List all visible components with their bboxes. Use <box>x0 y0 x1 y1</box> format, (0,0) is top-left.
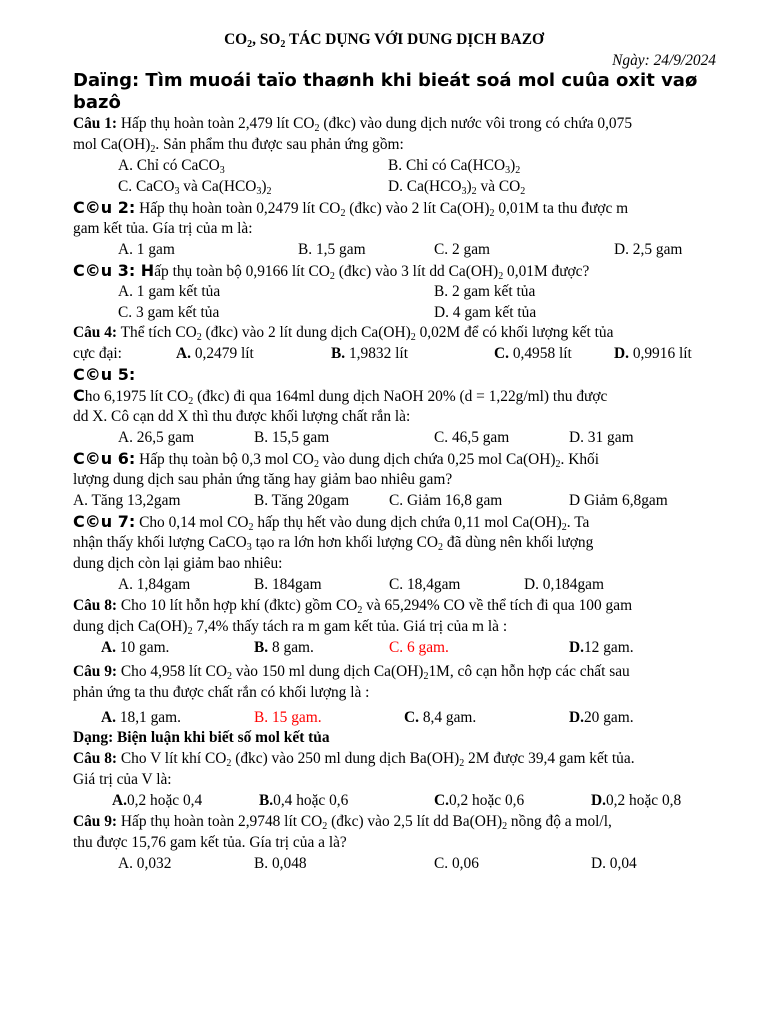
q1-option-b: B. Chỉ có $Ca(HCO_3)_2$ <box>388 157 521 176</box>
q10-option-c: C.0,2 hoặc 0,6 <box>434 792 525 809</box>
q1-option-a: A. Chỉ có CaCO$_3$ <box>118 157 225 176</box>
q1-option-d: D. $Ca(HCO_3)_2$ và $CO_2$ <box>388 178 526 197</box>
q5-option-b: B. 15,5 gam <box>254 429 330 446</box>
q11-option-b: B. 0,048 <box>254 855 307 872</box>
date-line: Ngày: 24/9/2024 <box>612 52 716 69</box>
q9-option-a: A. 18,1 gam. <box>101 709 181 726</box>
q7-option-b: B. 184gam <box>254 576 322 593</box>
question-7-line-3: dung dịch còn lại giảm bao nhiêu: <box>73 555 283 572</box>
q7-option-d: D. 0,184gam <box>524 576 604 593</box>
q9-option-d: D.20 gam. <box>569 709 634 726</box>
q11-option-a: A. 0,032 <box>118 855 172 872</box>
q8-option-a: A. 10 gam. <box>101 639 170 656</box>
q10-option-b: B.0,4 hoặc 0,6 <box>259 792 349 809</box>
q10-option-d: D.0,2 hoặc 0,8 <box>591 792 682 809</box>
q6-option-d: D Giảm 6,8gam <box>569 492 668 509</box>
q3-option-c: C. 3 gam kết tủa <box>118 304 220 321</box>
question-9-line-1: Câu 9: Cho 4,958 lít $CO_2$ vào 150 ml dung dịch $Ca(OH)_21M$, cô cạn hỗn hợp các chất sau <box>73 663 630 682</box>
question-1-line-2: mol $Ca(OH)_2$. Sản phẩm thu được sau phản ứng gồm: <box>73 136 404 155</box>
q1-option-c: C. CaCO$_3$ và $Ca(HCO_3)_2$ <box>118 178 272 197</box>
question-11-line-1: Câu 9: Hấp thụ hoàn toàn 2,9748 lít $CO_2$ (đkc) vào 2,5 lít dd $Ba(OH)_2$ nồng độ a mol/l, <box>73 813 612 832</box>
q6-option-c: C. Giảm 16,8 gam <box>389 492 503 509</box>
question-1-line-1: Câu 1: Hấp thụ hoàn toàn 2,479 lít $CO_2$ (đkc) vào dung dịch nước vôi trong có chứa 0,075 <box>73 115 633 134</box>
question-8-line-1: Câu 8: Cho 10 lít hỗn hợp khí (đktc) gồm $CO_2$ và 65,294% CO về thể tích đi qua 100 gam <box>73 597 633 616</box>
q9-option-b-correct: B. 15 gam. <box>254 709 322 726</box>
question-2-line-2: gam kết tủa. Gía trị của m là: <box>73 220 253 237</box>
question-9-line-2: phản ứng ta thu được chất rắn có khối lượng là : <box>73 684 370 701</box>
section-heading-2: Dạng: Biện luận khi biết số mol kết tủa <box>73 729 330 746</box>
question-3-line-1: C©u 3: Hấp thụ toàn bộ 0,9166 lít $CO_2$ (đkc) vào 3 lít dd $Ca(OH)_2$ 0,01M được? <box>73 261 590 282</box>
q4-option-c: C. 0,4958 lít <box>494 345 572 362</box>
q5-option-d: D. 31 gam <box>569 429 634 446</box>
q9-option-c: C. 8,4 gam. <box>404 709 477 726</box>
q4-option-b: B. 1,9832 lít <box>331 345 408 362</box>
q4-option-a: A. 0,2479 lít <box>176 345 254 362</box>
question-8-line-2: dung dịch $Ca(OH)_2$ 7,4% thấy tách ra m gam kết tủa. Giá trị của m là : <box>73 618 508 637</box>
q10-option-a: A.0,2 hoặc 0,4 <box>112 792 203 809</box>
q4-option-d: D. 0,9916 lít <box>614 345 692 362</box>
q8-option-c-correct: C. 6 gam. <box>389 639 449 656</box>
question-11-line-2: thu được 15,76 gam kết tủa. Gía trị của a là? <box>73 834 347 851</box>
question-5-line-2: dd X. Cô cạn dd X thì thu được khối lượng chất rắn là: <box>73 408 411 425</box>
q11-option-d: D. 0,04 <box>591 855 637 872</box>
page-title: $CO_2$, $SO_2$ TÁC DỤNG VỚI DUNG DỊCH BAZƠ <box>224 31 544 50</box>
q2-option-a: A. 1 gam <box>118 241 175 258</box>
question-6-line-2: lượng dung dịch sau phản ứng tăng hay giảm bao nhiêu gam? <box>73 471 453 488</box>
question-2-line-1: C©u 2: Hấp thụ hoàn toàn 0,2479 lít $CO_2$ (đkc) vào 2 lít $Ca(OH)_2$ 0,01M ta thu được m <box>73 198 629 219</box>
q6-option-a: A. Tăng 13,2gam <box>73 492 181 509</box>
question-4-line-1: Câu 4: Thể tích $CO_2$ (đkc) vào 2 lít dung dịch $Ca(OH)_2$ 0,02M để có khối lượng kết tủa <box>73 324 614 343</box>
q2-option-b: B. 1,5 gam <box>298 241 366 258</box>
question-7-line-1: C©u 7: Cho 0,14 mol $CO_2$ hấp thụ hết vào dung dịch chứa 0,11 mol $Ca(OH)_2$. Ta <box>73 512 590 533</box>
q3-option-d: D. 4 gam kết tủa <box>434 304 537 321</box>
q5-option-c: C. 46,5 gam <box>434 429 510 446</box>
q8-option-d: D.12 gam. <box>569 639 634 656</box>
q8-option-b: B. 8 gam. <box>254 639 314 656</box>
q6-option-b: B. Tăng 20gam <box>254 492 350 509</box>
q2-option-d: D. 2,5 gam <box>614 241 683 258</box>
q3-option-a: A. 1 gam kết tủa <box>118 283 221 300</box>
section-heading-1-cont: bazô <box>73 92 121 113</box>
question-5-label: C©u 5: <box>73 365 136 384</box>
question-7-line-2: nhận thấy khối lượng CaCO$_3$ tạo ra lớn hơn khối lượng $CO_2$ đã dùng nên khối lượng <box>73 534 594 553</box>
q3-option-b: B. 2 gam kết tủa <box>434 283 536 300</box>
q2-option-c: C. 2 gam <box>434 241 491 258</box>
question-4-line-2: cực đại: <box>73 345 122 362</box>
q7-option-a: A. 1,84gam <box>118 576 191 593</box>
question-10-line-1: Câu 8: Cho V lít khí $CO_2$ (đkc) vào 250 ml dung dịch $Ba(OH)_2$ 2M được 39,4 gam kết tủa. <box>73 750 635 769</box>
q5-option-a: A. 26,5 gam <box>118 429 195 446</box>
section-heading-1: Daïng: Tìm muoái taïo thaønh khi bieát soá mol cuûa oxit vaø <box>73 70 698 91</box>
question-6-line-1: C©u 6: Hấp thụ toàn bộ 0,3 mol $CO_2$ vào dung dịch chứa 0,25 mol $Ca(OH)_2$. Khối <box>73 449 600 470</box>
question-10-line-2: Giá trị của V là: <box>73 771 172 788</box>
q7-option-c: C. 18,4gam <box>389 576 461 593</box>
q11-option-c: C. 0,06 <box>434 855 479 872</box>
question-5-line-1: Cho 6,1975 lít $CO_2$ (đkc) đi qua 164ml dung dịch NaOH 20% (d = 1,22g/ml) thu được <box>73 386 608 407</box>
